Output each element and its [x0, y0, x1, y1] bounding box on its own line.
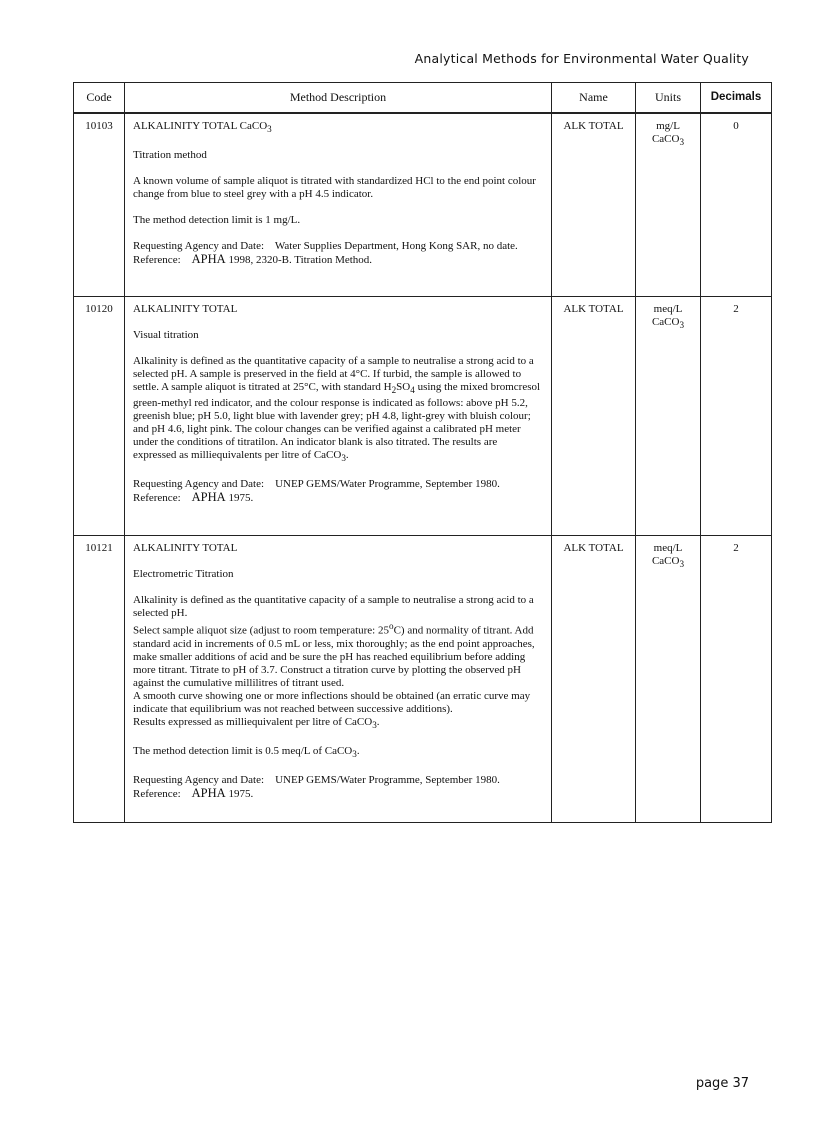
method-text: Alkalinity is defined as the quantitative capacity of a sample to neutralise a strong acid to a selected pH. Select sample aliquot size (adjust to room temperature: 25$^o$C) and normality of titrant. Add standard acid in increments of 0.5 mL or less, mix thoroughly; as the end point approaches, make smaller additions of acid and be sure the pH has reached equilibrium before adding more titrant. Titrate to pH of 3.7. Construct a titration curve by plotting the observed pH against the cumulative millilitres of titrant used. A smooth curve showing one or more inflections should be obtained (an erratic curve may indicate that equilibrium was not reached between successive additions). Results expressed as milliequivalent per litre of CaCO$_3$. [133, 594, 535, 730]
table-row [74, 297, 772, 536]
requesting-agency: Requesting Agency and Date: UNEP GEMS/Water Programme, September 1980. [133, 774, 500, 787]
column-header-name: Name [552, 83, 636, 114]
column-header-units: Units [636, 83, 701, 114]
column-header-code: Code [74, 83, 125, 114]
method-decimals: 2 [701, 297, 772, 536]
method-name: ALK TOTAL [552, 113, 636, 297]
column-header-decimals: Decimals [701, 83, 772, 114]
table-header-row [74, 83, 772, 114]
table-row [74, 536, 772, 823]
method-code: 10121 [74, 536, 125, 823]
method-title: ALKALINITY TOTAL CaCO$_3$ [133, 120, 272, 135]
column-header-description: Method Description [125, 83, 552, 114]
method-title: ALKALINITY TOTAL [133, 303, 238, 315]
method-type: Electrometric Titration [133, 568, 234, 580]
running-header-title: Analytical Methods for Environmental Water Quality [414, 51, 749, 66]
method-units: mg/L CaCO$_3$ [636, 113, 701, 297]
method-name: ALK TOTAL [552, 297, 636, 536]
method-reference: Reference: APHA 1975. [133, 490, 254, 505]
method-text: A known volume of sample aliquot is titrated with standardized HCl to the end point colour change from blue to steel grey with a pH 4.5 indicator. [133, 175, 536, 201]
method-type: Visual titration [133, 329, 199, 341]
method-decimals: 2 [701, 536, 772, 823]
detection-limit: The method detection limit is 0.5 meq/L of CaCO$_3$. [133, 744, 360, 760]
method-type: Titration method [133, 149, 207, 162]
method-units: meq/L CaCO$_3$ [636, 297, 701, 536]
methods-table [73, 82, 772, 823]
method-code: 10103 [74, 113, 125, 297]
method-code: 10120 [74, 297, 125, 536]
method-text: Alkalinity is defined as the quantitative capacity of a sample to neutralise a strong acid to a selected pH. A sample is preserved in the field at 4°C. If turbid, the sample is allowed to settle. A sample aliquot is titrated at 25°C, with standard $H_2SO_4$ using the mixed bromcresol green-methyl red indicator, and the colour response is indicated as follows: above pH 5.2, greenish blue; pH 5.0, light blue with lavender grey; pH 4.8, light-grey with bluish colour; and pH 4.6, light pink. The colour changes can be verified against a calibrated pH meter under the conditions of titratilon. An indicator blank is also titrated. The results are expressed as milliequivalents per litre of CaCO$_3$. [133, 355, 541, 464]
method-description [125, 536, 552, 823]
method-name: ALK TOTAL [552, 536, 636, 823]
method-reference: Reference: APHA 1998, 2320-B. Titration Method. [133, 252, 373, 267]
table-row [74, 113, 772, 297]
requesting-agency: Requesting Agency and Date: UNEP GEMS/Water Programme, September 1980. [133, 478, 500, 491]
method-reference: Reference: APHA 1975. [133, 786, 254, 801]
method-title: ALKALINITY TOTAL [133, 542, 238, 554]
requesting-agency: Requesting Agency and Date: Water Supplies Department, Hong Kong SAR, no date. [133, 240, 518, 253]
page-number: page 37 [695, 1076, 749, 1091]
detection-limit: The method detection limit is 1 mg/L. [133, 214, 301, 227]
method-decimals: 0 [701, 113, 772, 297]
method-units: meq/L CaCO$_3$ [636, 536, 701, 823]
method-description [125, 297, 552, 536]
method-description [125, 113, 552, 297]
